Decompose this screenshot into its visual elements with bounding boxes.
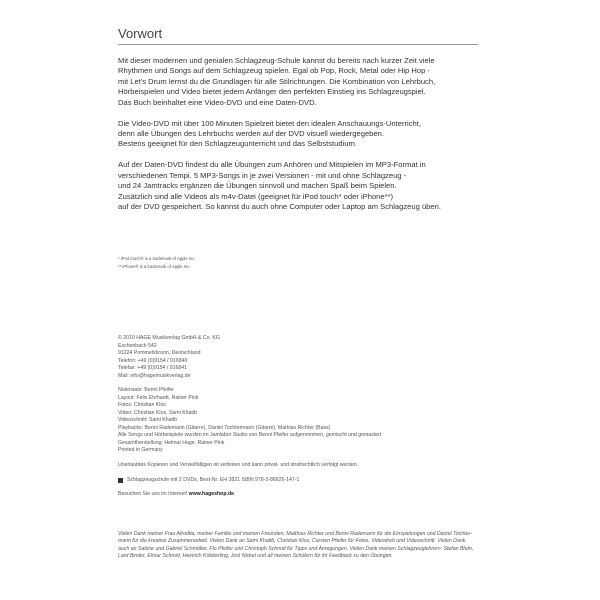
copyright-notice: Unerlaubtes Kopieren und Vervielfältigen ist verboten und kann privat- und strafrechtlich verfolgt werden.: [118, 461, 359, 468]
imprint: [118, 335, 498, 499]
paragraph: [118, 119, 490, 150]
thanks-line: mann für die kreative Zusammenarbeit. Vielen Dank an Sami Khatib, Christian Klos, Carsten Pfeifer für Fotos, Videodreh und Videoschnitt. Vielen Dank: [118, 538, 466, 545]
text-line: Das Buch beinhaltet eine Video-DVD und eine Daten-DVD.: [118, 97, 317, 107]
text-line: und 24 Jamtracks ergänzen die Übungen sinnvoll und machen Spaß beim Spielen.: [118, 181, 397, 191]
credit-line: Video: Christian Klos, Sami Khatib: [118, 409, 197, 416]
foreword-body: [118, 56, 490, 223]
trademark-footnotes: [118, 255, 196, 270]
text-line: Die Video-DVD mit über 100 Minuten Spielzeit bietet den idealen Anschauungs-Unterricht,: [118, 118, 421, 128]
text-line: Rhythmen und Songs auf dem Schlagzeug spielen. Egal ob Pop, Rock, Metal oder Hip Hop -: [118, 66, 430, 76]
credit-line: Alle Songs und Hörbeispiele wurden im Jamlabor Studio von Benni Pfeifer aufgenommen, gemischt und gemastert: [118, 432, 382, 439]
paragraph: [118, 160, 490, 212]
credit-line: Notensatz: Benni Pfeifer: [118, 387, 174, 394]
isbn-row: [118, 477, 498, 485]
website-link[interactable]: www.hageshop.de: [188, 491, 235, 498]
publisher-line: Telefon: +49 (0)9154 / 916840: [118, 357, 188, 364]
text-line: Bestens geeignet für den Schlagzeugunterricht und das Selbststudium.: [118, 139, 357, 149]
text-line: auf der DVD gespeichert. So kannst du auch ohne Computer oder Laptop am Schlagzeug üben.: [118, 202, 441, 212]
credit-line: Playbacks: Benni Rademann (Gitarre), Daniel Tochtermann (Gitarre), Mathias Richter (Bass): [118, 424, 331, 431]
bullet-square-icon: [118, 478, 123, 483]
publisher-line: © 2010 HAGE Musikverlag GmbH & Co. KG: [118, 335, 220, 341]
thanks-line: Lard Binder, Elmar Schmid, Heinrich Köbberling, Jost Nickel und all meinen Schülern für ihr Feedback zu den Übungen.: [118, 553, 393, 560]
text-line: verschiedenen Tempi. 5 MP3-Songs in je zwei Versionen - mit und ohne Schlagzeug -: [118, 170, 407, 180]
thanks-line: Vielen Dank meiner Frau Afrodita, meiner Familie und meinen Freunden, Matthias Richter und Benni Rademann für die Einspielungen und Daniel Tochter-: [118, 531, 472, 537]
acknowledgements: [118, 531, 488, 561]
text-line: Auf der Daten-DVD findest du alle Übungen zum Anhören und Mitspielen im MP3-Format in: [118, 160, 426, 170]
website-prefix: Besuchen Sie uns im Internet!: [118, 491, 188, 498]
text-line: mit Let's Drum lernst du die Grundlagen für alle Stilrichtungen. Die Kombination von Lehrbuch,: [118, 76, 436, 86]
isbn-line: Schlagzeugschule mit 2 DVDs, Best-Nr. EH 3821 ISBN 978-3-86626-147-1: [127, 476, 300, 483]
website-line: [118, 491, 498, 499]
thanks-line: auch an Sabine und Gabriel Schmöller, Flo Pfeifer und Christoph Schmid für Tipps und Anregungen. Vielen Dank meinen Schlagzeuglehrern: Stefan Blum,: [118, 545, 474, 552]
trademark-note: * iPod touch® is a trademark of Apple Inc.: [118, 256, 196, 261]
credit-line: Gesamtherstellung: Helmut Hage, Rainer Pink: [118, 439, 225, 446]
credit-line: Videoschnitt: Sami Khatib: [118, 417, 178, 424]
credit-line: Printed in Germany: [118, 447, 163, 454]
text-line: Mit dieser modernen und genialen Schlagzeug-Schule kannst du bereits nach kurzer Zeit viele: [118, 56, 435, 65]
paragraph: [118, 56, 490, 108]
publisher-line: 91224 Pommelsbrunn, Deutschland: [118, 350, 201, 356]
page-title: Vorwort: [118, 26, 163, 41]
text-line: denn alle Übungen des Lehrbuchs werden auf der DVD visuell wiedergegeben.: [118, 129, 384, 139]
trademark-note: ** iPhone® is a trademark of Apple Inc.: [118, 263, 191, 269]
publisher-line: Mail: info@hagemusikverlag.de: [118, 372, 191, 379]
credit-line: Fotos: Christian Klos: [118, 402, 166, 409]
publisher-line: Eschenbach 542: [118, 342, 157, 349]
text-line: Zusätzlich sind alle Videos als m4v-Datei (geeignet für iPod touch* oder iPhone**): [118, 191, 394, 201]
credit-line: Layout: Felix Ehrhardt, Rainer Pink: [118, 394, 199, 401]
text-line: Hörbeispielen und Video bietet jedem Anfänger den perfekten Einstieg ins Schlagzeugspiel.: [118, 87, 426, 97]
title-divider: [118, 44, 478, 45]
publisher-line: Telefax: +49 (0)9154 / 916841: [118, 365, 188, 371]
